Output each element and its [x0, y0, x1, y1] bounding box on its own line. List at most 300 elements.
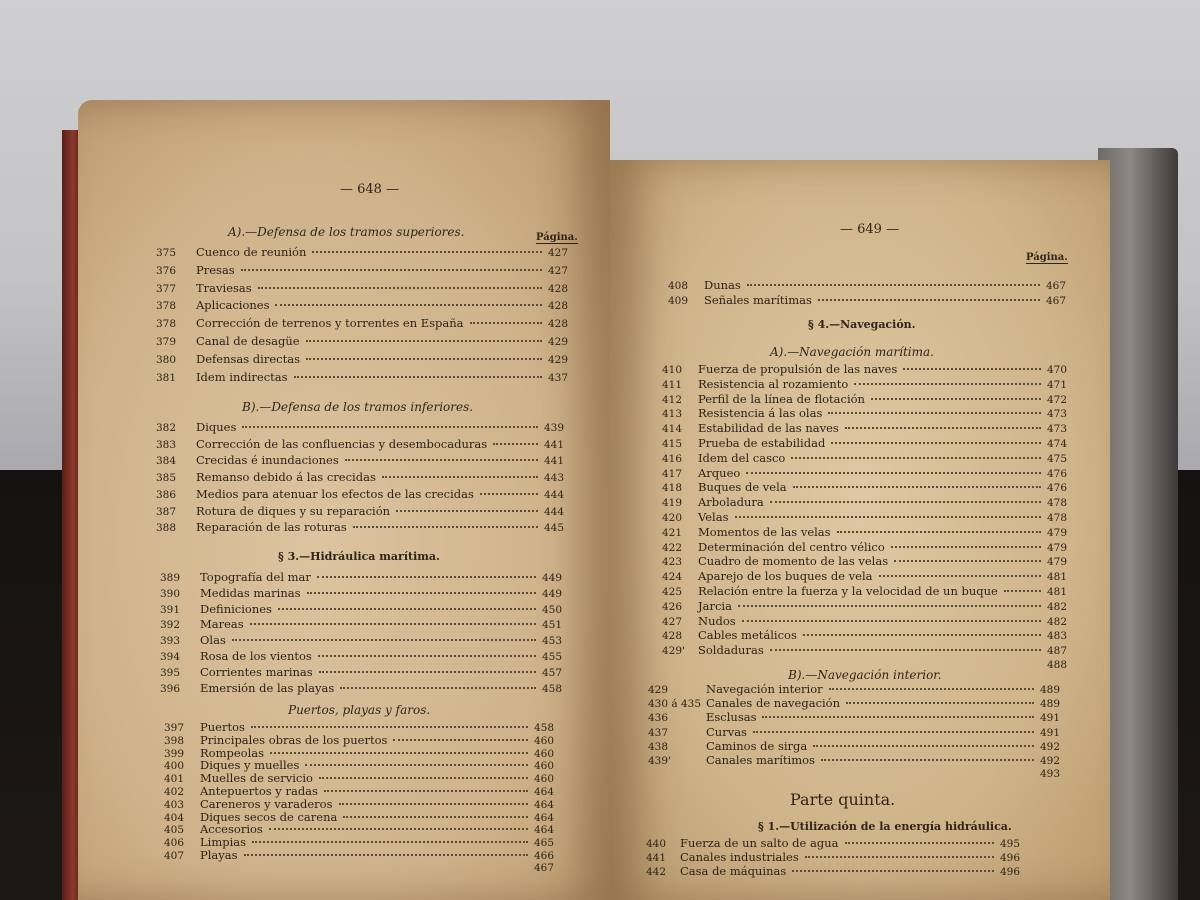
toc-entry — [668, 293, 1066, 308]
leader-dots — [250, 622, 536, 625]
entry-title: Diques secos de carena — [200, 809, 338, 824]
leader-dots — [813, 744, 1034, 747]
leader-dots — [738, 604, 1041, 607]
entry-page: 472 — [1046, 393, 1067, 406]
entry-page: 451 — [541, 619, 562, 632]
entry-title: Mareas — [200, 617, 244, 632]
entry-number: 399 — [164, 747, 185, 760]
entry-number: 388 — [156, 522, 177, 535]
entry-page: 489 — [1039, 698, 1060, 711]
leader-dots — [894, 559, 1041, 562]
toc-entry — [156, 281, 568, 296]
entry-page: 428 — [547, 282, 568, 295]
entry-title: Emersión de las playas — [200, 680, 335, 695]
toc-entry — [648, 682, 1060, 697]
toc-entry — [662, 480, 1067, 495]
book-cover — [1098, 148, 1178, 900]
toc-entry — [160, 570, 562, 585]
leader-dots — [891, 545, 1041, 548]
entry-number: 380 — [156, 353, 177, 366]
entry-title: Arboladura — [698, 495, 764, 510]
leader-dots — [871, 397, 1041, 400]
leader-dots — [854, 382, 1041, 385]
entry-number: 408 — [668, 280, 689, 292]
entry-number: 428 — [662, 630, 683, 643]
leader-dots — [343, 815, 528, 818]
entry-number: 438 — [648, 740, 669, 753]
entry-title: Rotura de diques y su reparación — [196, 503, 391, 518]
entry-number: 375 — [156, 247, 177, 259]
entry-title: Rompeolas — [200, 745, 265, 760]
entry-page: 439 — [543, 422, 564, 434]
toc-entry — [646, 836, 1020, 851]
toc-entry — [648, 753, 1060, 768]
entry-title: Arqueo — [698, 465, 741, 480]
leader-dots — [340, 686, 536, 689]
leader-dots — [396, 509, 538, 512]
leader-dots — [805, 855, 994, 858]
entry-title: Puertos — [200, 720, 245, 734]
entry-title: Navegación interior — [706, 682, 823, 696]
entry-number: 391 — [160, 603, 181, 616]
entry-title: Caminos de sirga — [706, 738, 808, 753]
entry-number: 398 — [164, 734, 185, 747]
entry-title: Dunas — [704, 278, 741, 292]
entry-page: 450 — [541, 603, 562, 616]
entry-title: Canales marítimos — [706, 753, 815, 767]
entry-number: 405 — [164, 824, 185, 837]
toc-entry — [662, 584, 1067, 599]
entry-number: 427 — [662, 615, 683, 628]
leader-dots — [306, 339, 542, 342]
toc-entry — [668, 278, 1066, 293]
entry-page: 465 — [533, 837, 554, 850]
entry-number: 400 — [164, 760, 185, 773]
entry-page: 473 — [1046, 423, 1067, 436]
toc-entry — [156, 245, 568, 260]
entry-number: 394 — [160, 651, 181, 663]
entry-page: 491 — [1039, 712, 1060, 725]
toc-entry — [662, 599, 1067, 614]
entry-number: 416 — [662, 452, 683, 465]
entry-title: Topografía del mar — [200, 570, 311, 584]
leader-dots — [324, 789, 528, 792]
toc-entry — [662, 495, 1067, 510]
entry-number: 411 — [662, 378, 683, 391]
entry-number: 426 — [662, 600, 683, 613]
leader-dots — [846, 701, 1034, 704]
leader-dots — [837, 530, 1041, 533]
entry-number: 379 — [156, 336, 177, 348]
entry-page: 443 — [543, 472, 564, 485]
entry-number: 422 — [662, 541, 683, 554]
toc-entry — [156, 334, 568, 349]
entry-title: Aplicaciones — [196, 298, 270, 313]
entry-page: 481 — [1046, 586, 1067, 598]
entry-page: 487 — [1046, 645, 1067, 658]
entry-page: 464 — [533, 824, 554, 837]
entry-page: 467 — [533, 861, 554, 874]
entry-number: 386 — [156, 488, 177, 501]
entry-title: Remanso debido á las crecidas — [196, 470, 376, 485]
entry-page: 473 — [1046, 408, 1067, 421]
entry-number: 412 — [662, 393, 683, 406]
leader-dots — [828, 411, 1041, 414]
entry-number: 382 — [156, 422, 177, 434]
entry-page: 453 — [541, 635, 562, 648]
leader-dots — [746, 471, 1041, 474]
entry-title: Reparación de las roturas — [196, 520, 347, 535]
entry-title: Casa de máquinas — [680, 864, 787, 878]
entry-title: Definiciones — [200, 601, 272, 616]
toc-entry — [156, 263, 568, 278]
toc-entry — [156, 453, 564, 468]
entry-page: 482 — [1046, 600, 1067, 613]
entry-page: 444 — [543, 488, 564, 501]
entry-title: Jarcia — [698, 598, 732, 613]
entry-page: 429 — [547, 353, 568, 366]
entry-number: 410 — [662, 364, 683, 376]
entry-number: 436 — [648, 712, 669, 725]
entry-number: 401 — [164, 773, 185, 786]
toc-entry — [156, 487, 564, 502]
leader-dots — [903, 367, 1041, 370]
entry-page: 467 — [1045, 295, 1066, 307]
toc-entry — [662, 554, 1067, 569]
entry-page: 458 — [541, 682, 562, 695]
leader-dots — [845, 426, 1041, 429]
leader-dots — [1004, 589, 1041, 592]
entry-page: 455 — [541, 651, 562, 663]
entry-page: 460 — [533, 747, 554, 760]
leader-dots — [791, 456, 1041, 459]
leader-dots — [470, 321, 542, 324]
entry-number: 376 — [156, 264, 177, 277]
entry-title: Esclusas — [706, 710, 757, 725]
leader-dots — [793, 485, 1041, 488]
entry-number: 404 — [164, 811, 185, 824]
section-heading: B).—Navegación interior. — [788, 668, 942, 682]
entry-number: 414 — [662, 423, 683, 436]
entry-page: 427 — [547, 264, 568, 277]
entry-number: 429 — [648, 684, 669, 696]
entry-page: 428 — [547, 318, 568, 331]
right-page — [610, 160, 1110, 900]
toc-entry — [662, 392, 1067, 407]
entry-number: 384 — [156, 455, 177, 468]
entry-number: 377 — [156, 282, 177, 295]
entry-number: 415 — [662, 438, 683, 450]
leader-dots — [747, 283, 1040, 286]
entry-title: Playas — [200, 848, 238, 862]
entry-page: 460 — [533, 773, 554, 786]
toc-entry — [662, 525, 1067, 540]
entry-page: 457 — [541, 666, 562, 679]
section-heading: § 3.—Hidráulica marítima. — [278, 550, 440, 563]
entry-number: 419 — [662, 497, 683, 510]
leader-dots — [393, 738, 528, 741]
entry-number: 425 — [662, 586, 683, 598]
section-heading: § 4.—Navegación. — [808, 318, 916, 331]
entry-page: 464 — [533, 786, 554, 798]
entry-page: 460 — [533, 760, 554, 773]
entry-title: Determinación del centro vélico — [698, 539, 885, 554]
entry-page: 483 — [1046, 630, 1067, 643]
toc-entry — [648, 739, 1060, 754]
leader-dots — [742, 619, 1041, 622]
entry-number: 439' — [648, 755, 671, 767]
entry-title: Relación entre la fuerza y la velocidad de un buque — [698, 584, 998, 598]
toc-entry — [646, 850, 1020, 865]
entry-page: 470 — [1046, 364, 1067, 376]
toc-entry — [662, 466, 1067, 481]
entry-number: 390 — [160, 587, 181, 600]
entry-title: Canales industriales — [680, 850, 799, 864]
entry-number: 385 — [156, 472, 177, 485]
entry-page: 429 — [547, 336, 568, 348]
leader-dots — [753, 730, 1034, 733]
toc-entry — [156, 520, 564, 535]
entry-title: Cuenco de reunión — [196, 245, 307, 259]
leader-dots — [317, 575, 536, 578]
entry-title: Buques de vela — [698, 480, 787, 495]
toc-entry — [662, 569, 1067, 584]
entry-page: 476 — [1046, 482, 1067, 495]
entry-page: 467 — [1045, 280, 1066, 292]
leader-dots — [770, 500, 1041, 503]
entry-page: 479 — [1046, 541, 1067, 554]
toc-entry — [156, 352, 568, 367]
toc-entry — [160, 586, 562, 601]
entry-number: 424 — [662, 571, 683, 584]
leader-dots — [821, 758, 1034, 761]
leader-dots — [319, 670, 536, 673]
entry-title: Prueba de estabilidad — [698, 436, 826, 450]
entry-number: 378 — [156, 300, 177, 313]
entry-title: Presas — [196, 262, 235, 277]
leader-dots — [803, 633, 1041, 636]
entry-title: Soldaduras — [698, 643, 764, 658]
entry-page: 444 — [543, 505, 564, 518]
entry-page: 479 — [1046, 556, 1067, 569]
entry-page: 449 — [541, 587, 562, 600]
entry-number: 413 — [662, 408, 683, 421]
toc-entry — [156, 504, 564, 519]
entry-title: Traviesas — [196, 280, 252, 295]
entry-title: Idem indirectas — [196, 369, 288, 384]
leader-dots — [251, 725, 528, 728]
entry-page: 492 — [1039, 740, 1060, 753]
leader-dots — [480, 492, 538, 495]
section-heading: B).—Defensa de los tramos inferiores. — [242, 400, 474, 414]
leader-dots — [312, 250, 542, 253]
toc-entry — [662, 421, 1067, 436]
toc-entry — [156, 370, 568, 385]
entry-page: 441 — [543, 455, 564, 468]
entry-number: 407 — [164, 850, 185, 862]
entry-number: 409 — [668, 295, 689, 307]
entry-title: Nudos — [698, 613, 736, 628]
entry-page: 458 — [533, 722, 554, 734]
entry-title: Corrientes marinas — [200, 664, 313, 679]
entry-number: 417 — [662, 467, 683, 480]
entry-number: 392 — [160, 619, 181, 632]
entry-title: Medios para atenuar los efectos de las crecidas — [196, 486, 474, 501]
leader-dots — [345, 458, 538, 461]
entry-page: 482 — [1046, 615, 1067, 628]
entry-number: 423 — [662, 556, 683, 569]
toc-entry — [156, 470, 564, 485]
leader-dots — [318, 654, 536, 657]
entry-title: Resistencia á las olas — [698, 406, 823, 421]
entry-number: 397 — [164, 722, 185, 734]
toc-entry — [662, 362, 1067, 377]
leader-dots — [307, 591, 536, 594]
leader-dots — [258, 286, 542, 289]
entry-page: 427 — [547, 247, 568, 259]
toc-entry — [160, 649, 562, 664]
entry-number: 395 — [160, 666, 181, 679]
entry-page: 495 — [999, 838, 1020, 850]
entry-title: Aparejo de los buques de vela — [698, 569, 873, 584]
leader-dots — [792, 869, 994, 872]
leader-dots — [306, 357, 542, 360]
entry-number: 440 — [646, 838, 667, 850]
leader-dots — [305, 763, 528, 766]
entry-page: 445 — [543, 522, 564, 535]
leader-dots — [735, 515, 1041, 518]
entry-number: 430 á 435 — [648, 698, 702, 711]
leader-dots — [232, 638, 536, 641]
toc-entry — [646, 864, 1020, 879]
leader-dots — [270, 751, 528, 754]
entry-title: Accesorios — [200, 822, 263, 837]
entry-title: Defensas directas — [196, 351, 300, 366]
entry-title: Idem del casco — [698, 450, 786, 465]
entry-title: Muelles de servicio — [200, 771, 313, 786]
entry-page: 464 — [533, 811, 554, 824]
entry-number: 387 — [156, 505, 177, 518]
toc-entry — [160, 633, 562, 648]
entry-title: Cables metálicos — [698, 628, 797, 643]
entry-number: 429' — [662, 645, 685, 658]
toc-entry — [662, 540, 1067, 555]
part-heading: Parte quinta. — [790, 790, 896, 809]
entry-number: 396 — [160, 682, 181, 695]
entry-page: 491 — [1039, 726, 1060, 739]
page-number: — 648 — — [340, 182, 400, 197]
entry-page: 466 — [533, 850, 554, 862]
entry-title: Diques — [196, 420, 237, 434]
leader-dots — [275, 303, 541, 306]
entry-title: Limpias — [200, 835, 247, 850]
entry-page: 428 — [547, 300, 568, 313]
entry-number: 418 — [662, 482, 683, 495]
entry-title: Fuerza de un salto de agua — [680, 836, 839, 850]
entry-title: Corrección de terrenos y torrentes en España — [196, 316, 464, 331]
leader-dots — [382, 475, 538, 478]
entry-page: 496 — [999, 852, 1020, 864]
section-heading: § 1.—Utilización de la energía hidráulica. — [758, 820, 1012, 833]
entry-title: Resistencia al rozamiento — [698, 376, 849, 391]
leader-dots — [242, 425, 538, 428]
toc-entry — [156, 298, 568, 313]
toc-entry — [662, 643, 1067, 658]
entry-title: Crecidas é inundaciones — [196, 453, 339, 468]
toc-entry — [662, 614, 1067, 629]
entry-number: 442 — [646, 866, 667, 878]
entry-page: 481 — [1046, 571, 1067, 584]
entry-title: Curvas — [706, 724, 747, 739]
leader-dots — [879, 574, 1041, 577]
entry-page: 437 — [547, 371, 568, 384]
leader-dots — [278, 607, 536, 610]
leader-dots — [829, 687, 1034, 690]
entry-page: 488 — [1046, 659, 1067, 671]
entry-title: Estabilidad de las naves — [698, 421, 839, 436]
entry-title: Rosa de los vientos — [200, 649, 312, 663]
page-number: — 649 — — [840, 222, 900, 237]
entry-page: 449 — [541, 572, 562, 584]
leader-dots — [319, 776, 528, 779]
entry-number: 406 — [164, 837, 185, 850]
entry-number: 403 — [164, 798, 185, 811]
entry-page: 460 — [533, 734, 554, 747]
leader-dots — [770, 648, 1041, 651]
entry-page: 476 — [1046, 467, 1067, 480]
leader-dots — [845, 841, 994, 844]
entry-page: 489 — [1039, 684, 1060, 696]
entry-page: 496 — [999, 866, 1020, 878]
toc-entry — [648, 710, 1060, 725]
entry-title: Cuadro de momento de las velas — [698, 554, 889, 569]
toc-entry — [164, 861, 554, 876]
entry-title: Principales obras de los puertos — [200, 732, 388, 747]
leader-dots — [241, 268, 542, 271]
toc-entry — [648, 696, 1060, 711]
entry-title: Perfil de la línea de flotación — [698, 391, 865, 406]
leader-dots — [252, 840, 528, 843]
toc-entry — [662, 406, 1067, 421]
entry-title: Corrección de las confluencias y desembocaduras — [196, 436, 488, 451]
toc-entry — [156, 420, 564, 435]
entry-title: Canal de desagüe — [196, 334, 300, 348]
entry-page: 441 — [543, 438, 564, 451]
entry-page: 479 — [1046, 526, 1067, 539]
leader-dots — [339, 802, 528, 805]
column-header: Página. — [1026, 252, 1068, 263]
entry-number: 378 — [156, 318, 177, 331]
entry-page: 471 — [1046, 378, 1067, 391]
section-heading: A).—Navegación marítima. — [770, 345, 934, 359]
entry-page: 478 — [1046, 497, 1067, 510]
leader-dots — [493, 442, 538, 445]
entry-number: 383 — [156, 438, 177, 451]
entry-number: 389 — [160, 572, 181, 584]
toc-entry — [662, 510, 1067, 525]
entry-title: Medidas marinas — [200, 585, 301, 600]
entry-number: 421 — [662, 526, 683, 539]
toc-entry — [160, 665, 562, 680]
entry-title: Canales de navegación — [706, 696, 841, 711]
entry-page: 464 — [533, 798, 554, 811]
entry-title: Señales marítimas — [704, 293, 812, 307]
column-header: Página. — [536, 232, 578, 243]
entry-title: Antepuertos y radas — [200, 784, 318, 798]
entry-title: Velas — [698, 510, 729, 524]
entry-page: 492 — [1039, 755, 1060, 767]
toc-entry — [160, 602, 562, 617]
